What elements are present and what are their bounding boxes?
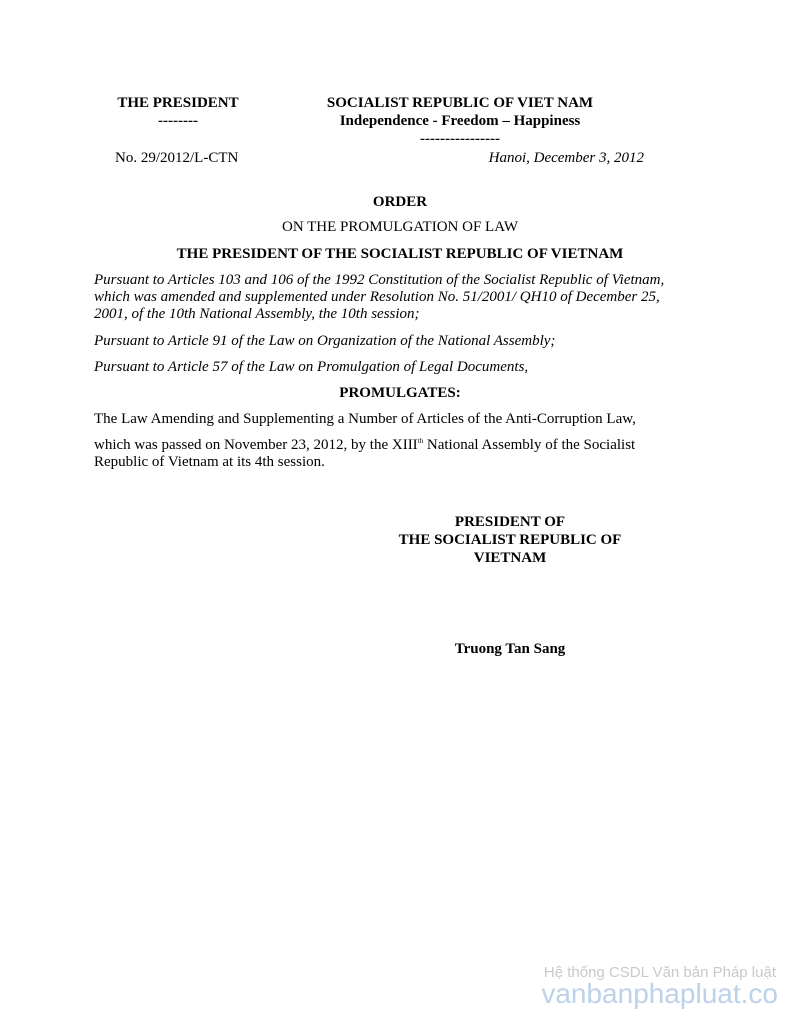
- document-number: No. 29/2012/L-CTN: [115, 150, 239, 166]
- issuing-authority: THE PRESIDENT OF THE SOCIALIST REPUBLIC OF VIETNAM: [176, 246, 624, 262]
- passage-text-after: National Assembly of the Socialist: [423, 437, 636, 453]
- motto-separator: ----------------: [420, 131, 500, 147]
- watermark-system-text: Hệ thống CSDL Văn bản Pháp luật: [543, 964, 776, 981]
- law-name: The Law Amending and Supplementing a Number of Articles of the Anti-Corruption Law,: [94, 411, 636, 427]
- signature-title-line2: THE SOCIALIST REPUBLIC OF: [398, 532, 622, 548]
- preamble-organization-law: Pursuant to Article 91 of the Law on Organization of the National Assembly;: [94, 333, 556, 349]
- preamble-constitution-line2: which was amended and supplemented under Resolution No. 51/2001/ QH10 of December 25,: [94, 289, 660, 305]
- passage-statement-line2: Republic of Vietnam at its 4th session.: [94, 454, 325, 470]
- issuer-title: THE PRESIDENT: [117, 95, 239, 111]
- document-type-title: ORDER: [372, 194, 428, 210]
- signatory-name: Truong Tan Sang: [454, 641, 566, 657]
- country-name: SOCIALIST REPUBLIC OF VIET NAM: [326, 95, 594, 111]
- preamble-constitution-line3: 2001, of the 10th National Assembly, the 10th session;: [94, 306, 420, 322]
- promulgates-heading: PROMULGATES:: [339, 385, 461, 401]
- passage-text-before: which was passed on November 23, 2012, by the XIII: [94, 437, 418, 453]
- passage-statement-line1: [94, 437, 635, 454]
- preamble-constitution-line1: Pursuant to Articles 103 and 106 of the 1992 Constitution of the Socialist Republic of Vietnam,: [94, 272, 665, 288]
- ordinal-suffix: th: [417, 437, 424, 445]
- document-subject: ON THE PROMULGATION OF LAW: [281, 219, 518, 235]
- watermark-site-text: vanbanphapluat.co: [541, 978, 778, 1009]
- place-and-date: Hanoi, December 3, 2012: [488, 150, 644, 166]
- preamble-promulgation-law: Pursuant to Article 57 of the Law on Promulgation of Legal Documents,: [94, 359, 529, 375]
- national-motto: Independence - Freedom – Happiness: [339, 113, 581, 129]
- issuer-separator: --------: [158, 113, 198, 129]
- signature-title-line1: PRESIDENT OF: [454, 514, 566, 530]
- signature-title-line3: VIETNAM: [473, 550, 547, 566]
